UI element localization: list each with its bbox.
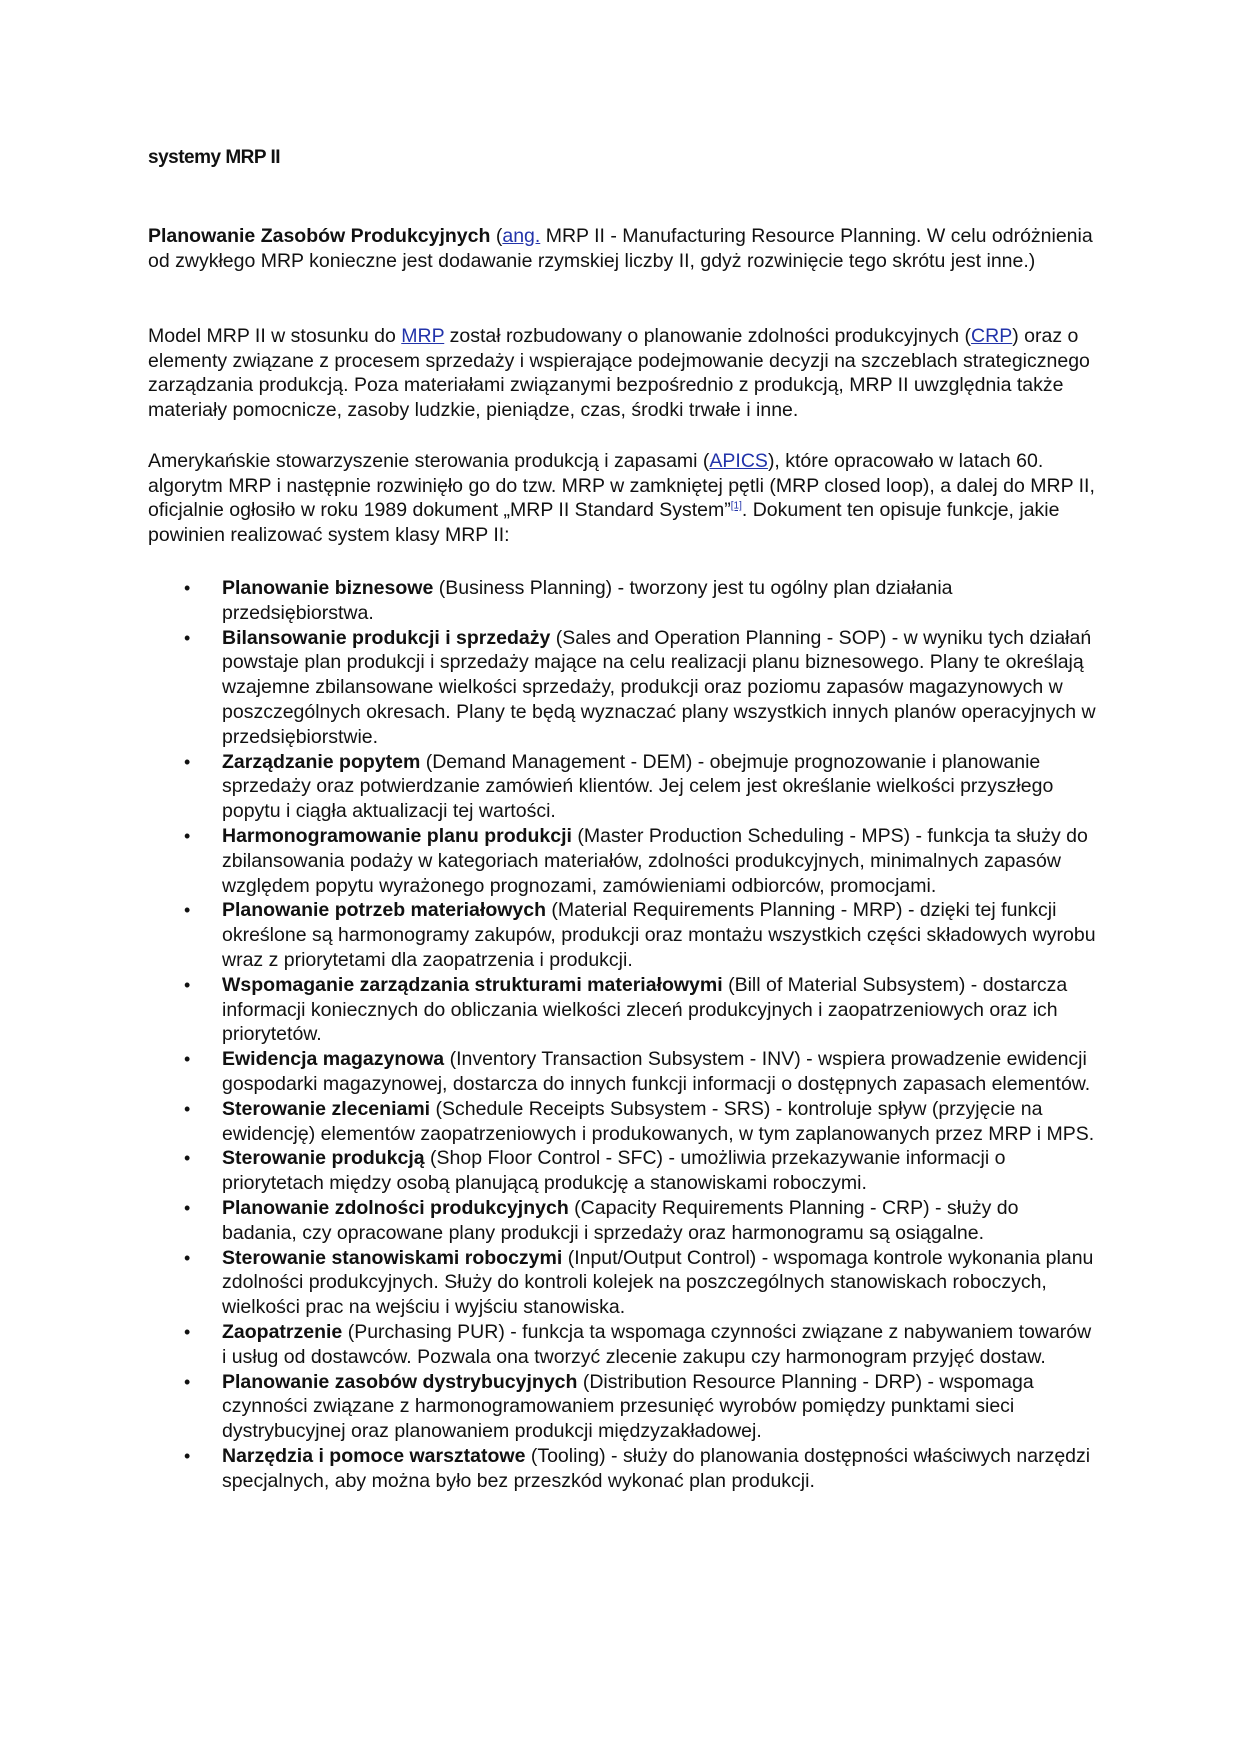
text: (: [490, 225, 503, 247]
list-item-term: Sterowanie produkcją: [222, 1147, 425, 1170]
term-bold: Planowanie Zasobów Produkcyjnych: [148, 225, 491, 247]
list-item-description: (Inventory Transaction Subsystem - INV) - wspiera prowadzenie ewidencji gospodarki magazynowej, dostarcza do innych funkcji informacji o dostępnych zapasach elementów.: [222, 1048, 1091, 1095]
list-item-term: Wspomaganie zarządzania strukturami materiałowymi: [222, 973, 723, 996]
list-item-term: Sterowanie zleceniami: [222, 1097, 431, 1120]
list-item: [148, 1097, 1098, 1147]
bullet-icon: •: [184, 578, 191, 598]
list-item-term: Bilansowanie produkcji i sprzedaży: [222, 626, 551, 649]
list-item: [148, 1047, 1098, 1097]
list-item-description: (Material Requirements Planning - MRP) - dzięki tej funkcji określone są harmonogramy zakupów, produkcji oraz montażu wszystkich części składowych wyrobu wraz z priorytetami dla zaopatrzenia i produkcji.: [222, 899, 1096, 971]
bullet-icon: •: [184, 974, 191, 995]
list-item-description: (Demand Management - DEM) - obejmuje prognozowanie i planowanie sprzedaży oraz potwierdzanie zamówień klientów. Jej celem jest określanie wielkości przyszłego popytu i ciągła aktualizacji tej wartości.: [222, 750, 1054, 823]
bullet-icon: •: [184, 1321, 191, 1342]
text: Model MRP II w stosunku do: [148, 325, 402, 347]
bullet-icon: •: [184, 1148, 191, 1169]
list-item-term: Zarządzanie popytem: [222, 750, 421, 773]
bullet-icon: •: [184, 825, 191, 846]
bullet-icon: •: [184, 1371, 191, 1392]
list-item: [148, 898, 1098, 972]
list-item-description: (Input/Output Control) - wspomaga kontrole wykonania planu zdolności produkcyjnych. Służy do kontroli kolejek na poszczególnych stanowiskach roboczych, wielkości prac na wejściu i wyjściu stanowiska.: [222, 1246, 1094, 1319]
list-item: [148, 824, 1098, 898]
list-item: [148, 626, 1098, 750]
text: MRP II - Manufacturing Resource Planning. W celu odróżnienia od zwykłego MRP konieczne jest dodawanie rzymskiej liczby II, gdyż rozwinięcie tego skrótu jest inne.): [148, 225, 1093, 272]
list-item-description: (Distribution Resource Planning - DRP) - wspomaga czynności związane z harmonogramowaniem przesunięć wyrobów pomiędzy punktami sieci dystrybucyjnej oraz planowaniem produkcji międzyzakładowej.: [222, 1370, 1034, 1443]
text: . Dokument ten opisuje funkcje, jakie powinien realizować system klasy MRP II:: [148, 499, 1060, 546]
list-item-term: Sterowanie stanowiskami roboczymi: [222, 1246, 563, 1269]
bullet-icon: •: [184, 627, 191, 648]
model-paragraph: [148, 324, 1098, 422]
text: został rozbudowany o planowanie zdolności produkcyjnych (: [444, 325, 972, 347]
list-item-description: (Sales and Operation Planning - SOP) - w wyniku tych działań powstaje plan produkcji i sprzedaży mające na celu realizacji planu biznesowego. Plany te określają wzajemne zbilansowane wielkości sprzedaży, produkcji oraz poziomu zapasów magazynowych w poszczególnych okresach. Plany te będą wyznaczać plany wszystkich innych planów operacyjnych w przedsiębiorstwie.: [222, 626, 1096, 748]
bullet-icon: •: [184, 1247, 191, 1268]
list-item: [148, 1196, 1098, 1246]
list-item-description: (Tooling) - służy do planowania dostępności właściwych narzędzi specjalnych, aby można było bez przeszkód wykonać plan produkcji.: [222, 1444, 1091, 1492]
list-item-term: Planowanie potrzeb materiałowych: [222, 899, 546, 922]
list-item: [148, 1320, 1098, 1370]
functions-list: [148, 576, 1098, 1493]
text: Amerykańskie stowarzyszenie sterowania produkcją i zapasami (: [148, 450, 710, 472]
list-item: [148, 973, 1098, 1047]
list-item-term: Ewidencja magazynowa: [222, 1048, 445, 1071]
list-item-term: Planowanie zasobów dystrybucyjnych: [222, 1370, 578, 1393]
list-item-term: Planowanie zdolności produkcyjnych: [222, 1196, 569, 1219]
list-item-description: (Capacity Requirements Planning - CRP) - służy do badania, czy opracowane plany produkcji i sprzedaży oraz harmonogramu są osiągalne.: [222, 1196, 1019, 1244]
bullet-icon: •: [184, 1098, 191, 1119]
list-item-term: Harmonogramowanie planu produkcji: [222, 824, 572, 847]
link-ang[interactable]: ang.: [502, 225, 541, 247]
list-item: [148, 750, 1098, 824]
text: ), które opracowało w latach 60. algorytm MRP i następnie rozwinięło go do tzw. MRP w zamkniętej pętli (MRP closed loop), a dalej do MRP II, oficjalnie ogłosiło w roku 1989 dokument „MRP II Standard System”: [148, 450, 1095, 522]
link-crp[interactable]: CRP: [971, 325, 1013, 347]
list-item-description: (Bill of Material Subsystem) - dostarcza informacji koniecznych do obliczania wielkości zleceń produkcyjnych i zaopatrzeniowych oraz ich priorytetów.: [222, 973, 1068, 1046]
list-item-description: (Business Planning) - tworzony jest tu ogólny plan działania przedsiębiorstwa.: [222, 577, 953, 624]
bullet-icon: •: [184, 900, 191, 921]
footnote-link[interactable]: [1]: [730, 500, 742, 512]
link-mrp[interactable]: MRP: [401, 325, 445, 347]
list-item-description: (Master Production Scheduling - MPS) - funkcja ta służy do zbilansowania podaży w kategoriach materiałów, zdolności produkcyjnych, minimalnych zapasów względem popytu wyrażonego prognozami, zamówieniami odbiorców, promocjami.: [222, 824, 1088, 897]
list-item-term: Planowanie biznesowe: [222, 577, 434, 599]
list-item: [148, 1146, 1098, 1196]
bullet-icon: •: [184, 1445, 191, 1466]
list-item-term: Narzędzia i pomoce warsztatowe: [222, 1444, 526, 1467]
list-item: [148, 1444, 1098, 1494]
text: ) oraz o elementy związane z procesem sprzedaży i wspierające podejmowanie decyzji na szczeblach strategicznego zarządzania produkcją. Poza materiałami związanymi bezpośrednio z produkcją, MRP II uwzględnia także materiały pomocnicze, zasoby ludzkie, pieniądze, czas, środki trwałe i inne.: [148, 325, 1090, 421]
intro-paragraph: [148, 224, 1098, 273]
list-item-description: (Schedule Receipts Subsystem - SRS) - kontroluje spływ (przyjęcie na ewidencję) elementów zaopatrzeniowych i produkowanych, w tym zaplanowanych przez MRP i MPS.: [222, 1097, 1095, 1145]
document-title: systemy MRP II: [148, 147, 281, 168]
bullet-icon: •: [184, 1197, 191, 1218]
list-item: [148, 576, 1098, 626]
list-item: [148, 1370, 1098, 1444]
list-item-description: (Purchasing PUR) - funkcja ta wspomaga czynności związane z nabywaniem towarów i usług od dostawców. Pozwala ona tworzyć zlecenie zakupu czy harmonogram przyjęć dostaw.: [222, 1320, 1092, 1368]
list-item-term: Zaopatrzenie: [222, 1320, 343, 1343]
bullet-icon: •: [184, 751, 191, 772]
bullet-icon: •: [184, 1049, 191, 1070]
apics-paragraph: [148, 449, 1098, 547]
list-item-description: (Shop Floor Control - SFC) - umożliwia przekazywanie informacji o priorytetach między osobą planującą produkcję a stanowiskami roboczymi.: [222, 1147, 1006, 1195]
list-item: [148, 1246, 1098, 1320]
link-apics[interactable]: APICS: [709, 450, 768, 472]
